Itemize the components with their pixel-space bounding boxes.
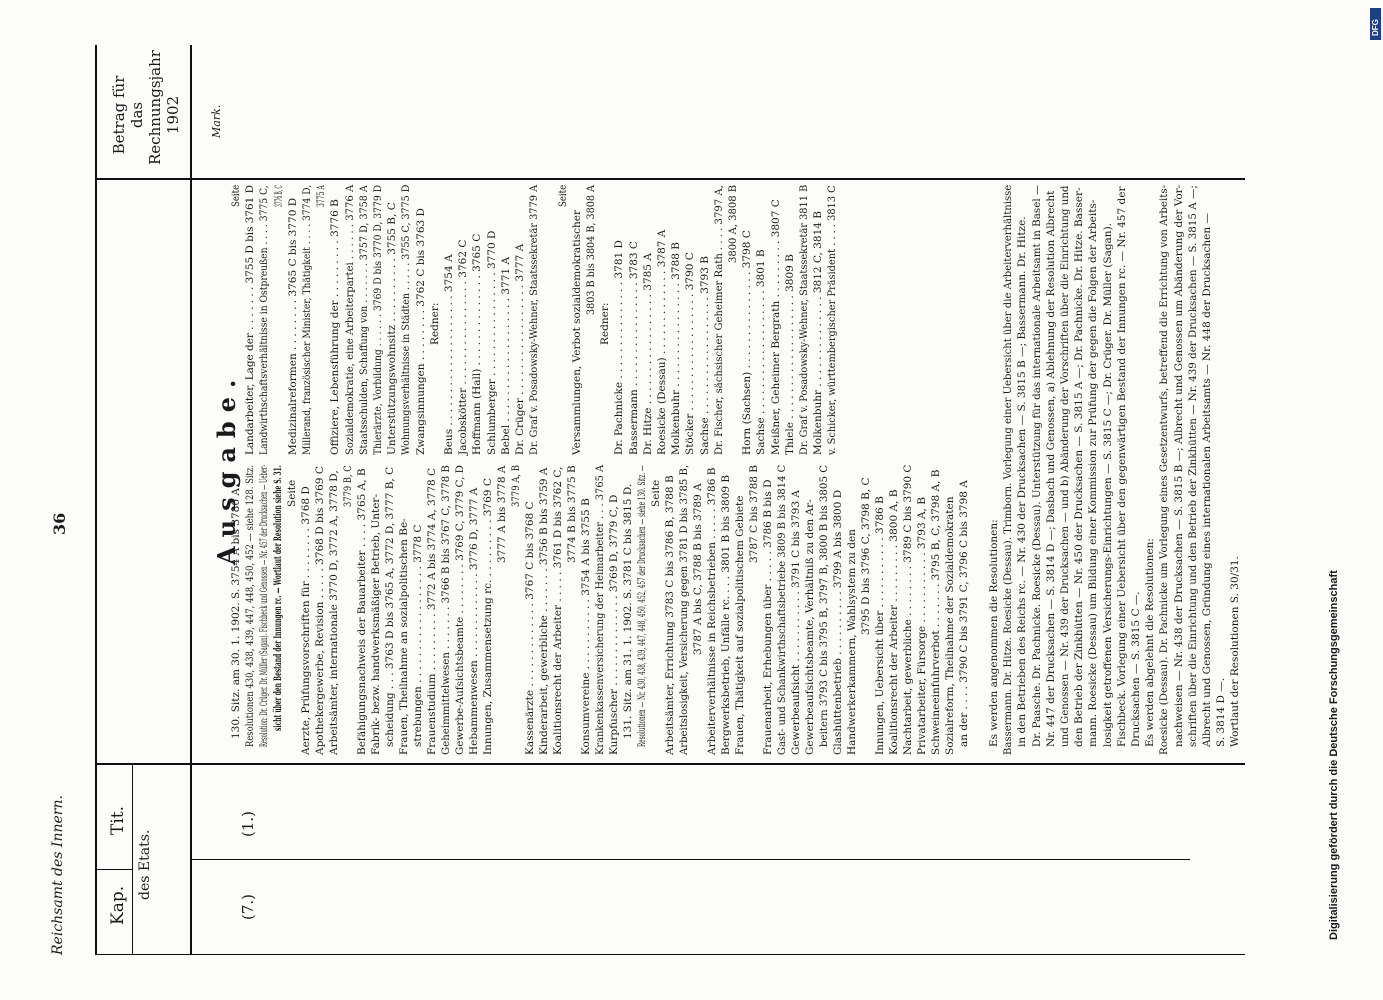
- right-line: Versammlungen, Verbot sozialdemokratischer: [570, 209, 583, 455]
- right-line: Millerand, französischer Minister, Thätigkeit . . . . 3774 D,: [301, 184, 313, 455]
- right-line: Horn (Sachsen) . . . . . . . . . . . . . . . 3798 C: [741, 230, 754, 455]
- right-line: Landwirthschaftsverhältnisse in Ostpreußen . . . . 3775 C,: [258, 185, 271, 455]
- left-line: beitern 3793 C bis 3795 B, 3797 B, 3800 B bis 3805 C: [818, 464, 830, 747]
- left-line: Gast- und Schankwirthschaftsbetriebe 3809 B bis 3814 C: [776, 464, 788, 755]
- right-line: Staatsschulden, Schaffung von . . . . . . . 3757 D, 3758 A: [357, 185, 370, 455]
- left-line: Gewerbeaufsichtsbeamte, Verhältniß zu den Ar-: [804, 499, 816, 755]
- resolution-line: schriften über die Einrichtung und den Betrieb der Zinkhütten — Nr. 439 der Drucksachen — S. 3815 A —;: [1186, 185, 1199, 747]
- right-line: Dr. Fischer, sächsischer Geheimer Rath . . . . 3797 A,: [712, 185, 725, 455]
- right-line: Molkenbuhr . . . . . . . . . . . . . . . . 3788 B: [670, 242, 683, 455]
- kap-value: (7.): [239, 893, 257, 920]
- left-line: 3777 A bis 3778 A: [496, 465, 508, 563]
- left-line: 131. Sitz. am 31. 1. 1902. S. 3781 C bis 3815 D.: [622, 483, 634, 739]
- right-line: 3775 A: [315, 185, 328, 207]
- left-line: Privatarbeiter, Fürsorge . . . . . . . . . . . 3793 A, B: [916, 497, 928, 755]
- col-rule-betrag: [95, 179, 1245, 181]
- right-line: Stöcker . . . . . . . . . . . . . . . . . . 3790 C: [684, 252, 697, 455]
- right-line: Zwangsinnungen . . . . . . . . 3762 C bis 3763 D: [414, 208, 427, 455]
- right-line: Landarbeiter, Lage der . . . . . . . 3755 D bis 3761 D: [244, 185, 257, 455]
- right-line: Dr. Graf v. Posadowsky-Wehner, Staatssekretär 3779 A: [528, 184, 541, 455]
- left-line: an der . . . . 3790 C bis 3791 C, 3796 C bis 3798 A: [958, 480, 970, 747]
- left-line: Resolution: Dr. Crüger. Dr. Müller (Sagan). Fischbeck und Genossen — Nr. 457 der Drucksachen — Ueber-: [258, 464, 270, 747]
- left-line: scheidung . . . 3763 D bis 3765 A, 3772 D, 3777 B, C: [384, 466, 396, 747]
- right-line: Redner:: [428, 302, 441, 345]
- column-header-betrag: Betrag für das Rechnungsjahr 1902: [110, 50, 182, 165]
- left-line: 3787 C bis 3788 B: [748, 464, 760, 563]
- right-line: v. Schicker, württembergischer Präsident . . . . 3813 C: [826, 185, 839, 455]
- left-line: Koalitionsrecht der Arbeiter . . . . . . . . . 3800 A, B: [888, 489, 900, 755]
- right-line: Dr. Pachnicke . . . . . . . . . . . . . . . 3781 D: [613, 240, 626, 455]
- resolution-line: Wortlaut der Resolutionen S. 30/31.: [1229, 556, 1242, 747]
- resolution-line: Drucksachen — S. 3815 C —.: [1130, 591, 1142, 747]
- left-line: 3795 D bis 3796 C, 3798 B, C: [860, 477, 872, 635]
- dfg-logo-text: DFG: [1371, 19, 1380, 36]
- left-line: Kurpfuscher . . . . . . . . . . . . . . 3769 D, 3779 C, D: [608, 494, 620, 755]
- left-line: Gewerbe-Aufsichtsbeamte . . . . . . . . 3769 C, 3779 C, D: [454, 465, 466, 755]
- left-line: Arbeitsämter, Errichtung 3783 C bis 3786 B, 3788 B: [664, 475, 676, 755]
- resolution-line: losigkeit getroffenen Versicherungs-Einrichtungen — S. 3815 C —; Dr. Crüger. Dr. Müller (Sagan).: [1101, 222, 1114, 747]
- right-line: Dr. Crüger . . . . . . . . . . . . . . . . . 3777 A: [514, 243, 526, 455]
- left-line: Konsumvereine . . . . . . . . . . . 3754 A bis 3755 B: [580, 498, 592, 755]
- table-top-rule: [95, 45, 97, 955]
- right-line: Sachse . . . . . . . . . . . . . . . . . . 3793 B: [698, 256, 711, 455]
- column-header-tit: Tit.: [108, 805, 128, 835]
- left-line: Innungen, Zusammensetzung rc. . . . . . . . . . 3769 C: [482, 478, 494, 755]
- left-line: 3787 A bis C, 3788 B bis 3789 A: [692, 483, 704, 655]
- left-line: Frauenarbeit, Erhebungen über . . . . . 3786 B bis D: [762, 479, 774, 755]
- right-line: 3803 B bis 3804 B, 3808 A: [585, 185, 597, 315]
- left-line: Geheimmittelwesen . . . . . . . 3766 B bis 3767 C, 3778 B: [440, 465, 452, 755]
- left-line: Hebammenwesen . . . . . . . . . . . . . 3776 D, 3777 A: [468, 487, 480, 755]
- right-line: Sachse . . . . . . . . . . . . . . . . . . . 3801 B: [755, 249, 768, 455]
- left-line: Arbeiterverhältnisse in Reichsbetrieben . . . . . 3786 B: [706, 467, 718, 755]
- right-line: Offiziere, Lebensführung der . . . . . . . . . 3776 B: [329, 199, 342, 455]
- resolution-line: in den Betrieben des Reichs rc. — Nr. 430 der Drucksachen — S. 3815 B —; Bassermann. Dr. Hitze.: [1016, 216, 1029, 747]
- left-line: Seite: [650, 479, 662, 507]
- left-line: Apothekergewerbe, Revision . . . . . 3768 D bis 3769 C: [314, 466, 326, 755]
- resolution-line: Nr. 447 der Drucksachen — S. 3814 D —; Dasbach und Genossen, a) Ablehnung der Resolution Albrecht: [1044, 190, 1057, 747]
- resolution-line: Albrecht und Genossen, Gründung eines internationalen Arbeitsamts — Nr. 448 der Drucksachen —: [1201, 213, 1213, 747]
- left-line: Glashüttenbetrieb . . . . . . . . . . 3799 A bis 3800 D: [832, 489, 844, 755]
- right-line: Hoffmann (Hall) . . . . . . . . . . . . . . 3765 C: [471, 233, 484, 455]
- right-line: Redner:: [599, 302, 612, 345]
- right-line: Unterstützungswohnsitz . . . . . . . . . . 3755 B, C: [386, 202, 399, 455]
- column-header-mark: Mark.: [210, 104, 223, 138]
- resolution-line: und Genossen — Nr. 439 der Drucksachen — und b) Abänderung der Vorschriften über die Einrichtung und: [1059, 185, 1071, 747]
- left-line: 130. Sitz. am 30. 1. 1902. S. 3754 A bis 3780 A.: [230, 484, 242, 739]
- right-line: Thiele . . . . . . . . . . . . . . . . . . . 3809 B: [783, 254, 796, 455]
- left-line: Handwerkerkammern, Wahlsystem zu den: [846, 529, 858, 755]
- running-head: Reichsamt des Innern.: [50, 795, 66, 955]
- left-line: Fabrik- bezw. handwerksmäßiger Betrieb, Unter-: [370, 494, 382, 755]
- table-header-rule: [190, 45, 192, 955]
- right-line: Seite: [556, 184, 569, 207]
- resolution-line: mann. Roesicke (Dessau) um Bildung einer Kommission zur Prüfung der gegen die Folgen der Arbeits-: [1087, 199, 1100, 747]
- right-line: Bebel . . . . . . . . . . . . . . . . . . . 3771 A: [499, 256, 512, 455]
- left-line: 3774 B bis 3775 B: [566, 465, 578, 563]
- page-number: 36: [50, 512, 69, 535]
- tit-value: (1.): [239, 810, 257, 837]
- left-line: Kassenärzte . . . . . . . . . . . . . 3767 C bis 3768 C: [524, 501, 536, 755]
- resolution-line: Dr. Paasche. Dr. Pachnicke. Roesicke (Dessau). Unterstützung für das internationale Arbeitsamt in Basel —: [1030, 184, 1043, 747]
- resolution-line: nachweisen — Nr. 438 der Drucksachen — S. 3815 B —; Albrecht und Genossen um Abänderung der Vor-: [1172, 184, 1185, 747]
- left-line: Koalitionsrecht der Arbeiter . . . . . 3761 D bis 3762 C,: [552, 466, 564, 755]
- right-line: Thierärzte, Vorbildung . . . . . . 3769 D bis 3770 D, 3779 D: [372, 184, 384, 455]
- right-line: 3776 B, C: [272, 185, 285, 207]
- left-line: sicht über den Bestand der Innungen rc. — Wortlaut der Resolution siehe S. 31.: [272, 465, 284, 731]
- left-line: Aerzte, Prüfungsvorschriften für . . . . . . . . 3768 D: [300, 486, 312, 755]
- column-header-kap: Kap.: [108, 885, 128, 925]
- right-line: Seite: [230, 184, 242, 207]
- left-line: Nachtarbeit, gewerbliche . . . . . . . . 3789 C bis 3790 C: [902, 464, 914, 755]
- left-line: 3779 A, B: [510, 464, 522, 507]
- credit-text: Digitalisierung gefördert durch die Deutsche Forschungsgemeinschaft: [1328, 570, 1340, 940]
- left-line: Arbeitsämter, internationale 3770 D, 3772 A, 3778 D,: [328, 470, 340, 755]
- left-line: Kinderarbeit, gewerbliche . . . . . . . 3756 B bis 3759 A: [538, 467, 550, 755]
- right-line: Wohnungsverhältnisse in Städten . . . . . 3755 C, 3775 D: [400, 184, 413, 455]
- section-title: Ausgabe.: [212, 370, 241, 565]
- resolution-line: Roesicke (Dessau). Dr. Pachnicke um Vorlegung eines Gesetzentwurfs, betreffend die Errichtung von Arbeits-: [1158, 184, 1171, 755]
- right-line: Bassermann . . . . . . . . . . . . . . . . 3783 C: [627, 241, 640, 455]
- resolution-line: S. 3814 D —.: [1215, 677, 1228, 747]
- right-line: Medizinalreformen . . . . . . . . 3765 C bis 3770 D: [286, 197, 299, 455]
- right-line: Jacobskötter . . . . . . . . . . . . . . . . 3762 C: [457, 239, 470, 455]
- left-line: Arbeitslosigkeit, Versicherung gegen 3781 D bis 3785 B,: [678, 464, 690, 755]
- right-line: Dr. Graf v. Posadowsky-Wehner, Staatssekretär 3811 B: [798, 184, 810, 455]
- right-line: Beus . . . . . . . . . . . . . . . . . . . . 3754 A: [443, 254, 455, 455]
- left-line: Frauen, Theilnahme an sozialpolitischen Be-: [398, 518, 410, 755]
- left-line: Resolutionen 430, 438, 439, 447, 448, 450, 452 — siehe 128. Sitz.: [244, 464, 256, 747]
- digitization-credit: [1318, 35, 1378, 945]
- left-line: Bergwerksbetrieb, Unfälle rc. . . . 3801 B bis 3809 B: [720, 474, 732, 755]
- left-line: Resolutionen — Nr. 430, 438, 439, 447, 448, 450, 452, 457 der Drucksachen — siehe 130. Sitz. —: [636, 465, 648, 747]
- header-mid-rule: [132, 765, 133, 955]
- right-line: Roesicke (Dessau) . . . . . . . . . . . . . 3787 A: [656, 229, 668, 455]
- right-line: Dr. Hitze . . . . . . . . . . . . . . . . . 3785 A: [641, 253, 654, 455]
- left-line: Innungen, Uebersicht über . . . . . . . . . . . 3786 B: [874, 496, 886, 755]
- right-line: Sozialdemokratie, eine Arbeiterpartei . . . . . . 3776 A: [343, 184, 356, 455]
- left-line: Krankenkassenversicherung der Heimarbeiter . . . 3765 A: [594, 464, 606, 755]
- left-line: Befähigungsnachweis der Bauarbeiter . . . . 3765 A, B: [356, 468, 368, 755]
- col-rule-text: [95, 764, 1245, 766]
- left-line: 3779 B, C: [342, 465, 354, 507]
- right-line: Meißner, Geheimer Bergrath . . . . . . . . . 3807 C: [769, 199, 782, 455]
- right-line: Schlumberger . . . . . . . . . . . . . . . . 3770 D: [485, 230, 498, 455]
- resolution-line: Bassermann. Dr. Hitze. Roesicke (Dessau). Trimborn. Vorlegung einer Uebersicht über die Arbeiterverhältnisse: [1002, 184, 1015, 755]
- resolution-line: Fischbeck. Vorlegung einer Uebersicht über den gegenwärtigen Bestand der Innungen rc. — Nr. 457 der: [1115, 186, 1128, 747]
- left-line: Sozialreform, Theilnahme der Sozialdemokraten: [944, 496, 956, 755]
- resolution-line: Es werden abgelehnt die Resolutionen:: [1144, 538, 1157, 747]
- left-line: Gewerbeaufsicht . . . . . . . . . . . 3791 C bis 3793 A: [790, 490, 802, 755]
- resolution-line: Es werden angenommen die Resolutionen:: [988, 519, 1000, 747]
- left-line: strebungen . . . . . . . . . . . . . . . . . . 3778 C: [412, 524, 424, 747]
- dfg-logo: [1370, 8, 1381, 40]
- rotated-page-content: [40, 45, 1300, 955]
- left-line: Frauen, Thätigkeit auf sozialpolitischem Gebiete: [734, 495, 746, 755]
- left-line: Frauenstudium . . . . . . . . . 3772 A bis 3774 A, 3778 C: [426, 467, 438, 755]
- col-rule-tit: [95, 954, 1245, 955]
- left-line: Seite: [286, 479, 298, 507]
- right-line: 3800 A, 3808 B: [727, 184, 739, 263]
- col-rule-kap: [95, 869, 132, 870]
- col-rule-etat: [190, 859, 1190, 860]
- column-header-etats: des Etats.: [137, 829, 153, 900]
- resolution-line: den Betrieb der Zinkhütten — Nr. 450 der Drucksachen — S. 3815 A —; Dr. Pachnicke. Dr. Hitze. Basser-: [1073, 187, 1086, 747]
- right-line: Molkenbuhr . . . . . . . . . . . . . . 3812 C, 3814 B: [812, 211, 825, 455]
- left-line: Schweineeinfuhrverbot . . . . . . . 3795 B, C, 3798 A, B: [930, 469, 942, 755]
